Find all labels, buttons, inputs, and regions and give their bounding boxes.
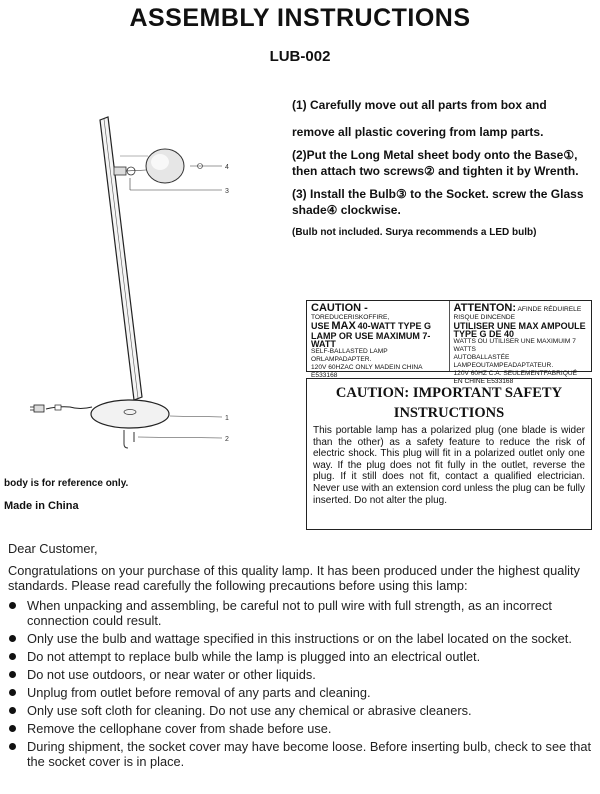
label-en-max: MAX: [331, 320, 356, 332]
precaution-text: Do not use outdoors, or near water or other liquids.: [27, 667, 316, 682]
label-en-line-3: LAMP OR USE MAXIMUM 7-WATT: [311, 331, 431, 349]
label-en-use: USE: [311, 321, 330, 331]
bulb-note: (Bulb not included. Surya recommends a LED bulb): [292, 227, 537, 238]
bullet-icon: [9, 725, 16, 732]
label-fr-line-2: UTILISER UNE MAX AMPOULE TYPE G DE 40: [453, 321, 586, 339]
list-item: [8, 703, 596, 718]
bullet-icon: [9, 707, 16, 714]
label-english: [307, 301, 449, 379]
list-item: [8, 598, 596, 628]
list-item: [8, 685, 596, 700]
precautions-list: [8, 598, 596, 769]
step-1-line-2: remove all plastic covering from lamp parts.: [292, 125, 544, 139]
bullet-icon: [9, 635, 16, 642]
list-item: [8, 739, 596, 769]
customer-greeting: Dear Customer,: [8, 541, 98, 556]
label-french: [449, 301, 592, 385]
callout-1: 1: [225, 415, 229, 422]
list-item: [8, 631, 596, 646]
callout-2: 2: [225, 436, 229, 443]
precaution-text: Remove the cellophane cover from shade before use.: [27, 721, 332, 736]
label-fr-line-1: AFINDE RÉDUIRELE RISQUE DINCENDE: [453, 306, 582, 321]
model-number: LUB-002: [269, 48, 331, 65]
bullet-icon: [9, 671, 16, 678]
caution-title: CAUTION: IMPORTANT SAFETY: [335, 385, 563, 401]
customer-notice: [8, 541, 596, 772]
bullet-icon: [9, 602, 16, 609]
label-attention-heading: ATTENTON:: [453, 302, 517, 314]
precaution-text: Unplug from outlet before removal of any parts and cleaning.: [27, 685, 371, 700]
product-label: [306, 300, 592, 385]
precaution-text: Do not attempt to replace bulb while the lamp is plugged into an electrical outlet.: [27, 649, 481, 664]
precaution-text: When unpacking and assembling, be careful not to pull wire with full strength, as an incorrect connection could result.: [27, 598, 552, 628]
socket-illustration: [114, 167, 126, 175]
made-in-label: Made in China: [4, 500, 79, 512]
label-fr-line-4: AUTOBALLASTÉE LAMPEOUTAMPEADAPTATEUR.: [453, 354, 554, 369]
callout-3: 3: [225, 188, 229, 195]
step-3: (3) Install the Bulb③ to the Socket. screw the Glass shade④ clockwise.: [292, 187, 584, 217]
label-en-line-4: SELF-BALLASTED LAMP ORLAMPADAPTER.: [311, 348, 388, 363]
lamp-diagram: [30, 110, 280, 470]
caution-subtitle: INSTRUCTIONS: [393, 405, 505, 421]
label-fr-line-5: 120V 60HZ C.A. SEULEMENTFABRIQUÉ EN CHINE E533168: [453, 370, 577, 385]
bullet-icon: [9, 743, 16, 750]
bullet-icon: [9, 689, 16, 696]
base-illustration: [91, 400, 169, 428]
label-en-line-1: TOREDUCERISKOFFIRE,: [311, 314, 390, 321]
assembly-steps: [292, 97, 597, 248]
label-en-line-2: 40-WATT TYPE G: [357, 321, 431, 331]
reference-note: body is for reference only.: [4, 478, 129, 489]
precaution-text: During shipment, the socket cover may have become loose. Before inserting bulb, check to see that the socket cover is in place.: [27, 739, 592, 769]
list-item: [8, 667, 596, 682]
list-item: [8, 649, 596, 664]
customer-intro: Congratulations on your purchase of this quality lamp. It has been produced under the highest quality standards. Please read carefully the following precautions before using this lamp:: [8, 563, 580, 593]
label-fr-line-3: WATTS OU UTILISER UNE MAXIMUIM 7 WATTS: [453, 338, 576, 353]
bullet-icon: [9, 653, 16, 660]
precaution-text: Only use the bulb and wattage specified in this instructions or on the label located on the socket.: [27, 631, 572, 646]
label-caution-heading: CAUTION -: [311, 302, 368, 314]
precaution-text: Only use soft cloth for cleaning. Do not use any chemical or abrasive cleaners.: [27, 703, 472, 718]
label-en-line-5: 120V 60HZAC ONLY MADEIN CHINA E533168: [311, 364, 423, 379]
step-2: (2)Put the Long Metal sheet body onto the Base①, then attach two screws② and tighten it by Wrenth.: [292, 148, 579, 178]
callout-4: 4: [225, 164, 229, 171]
caution-body: This portable lamp has a polarized plug (one blade is wider than the other) as a safety feature to reduce the risk of electric shock. This plug will fit in a polarized outlet only one way. If the plug does not fit fully in the outlet, reverse the plug. If it still does not fit, contact a qualified electrician. Never use with an extension cord unless the plug can be fully inserted. Do not alter the plug.: [313, 425, 585, 506]
list-item: [8, 721, 596, 736]
page-title: ASSEMBLY INSTRUCTIONS: [129, 4, 471, 32]
step-1-line-1: (1) Carefully move out all parts from box and: [292, 98, 547, 112]
caution-box: [306, 378, 592, 530]
plug-illustration: [34, 405, 44, 412]
